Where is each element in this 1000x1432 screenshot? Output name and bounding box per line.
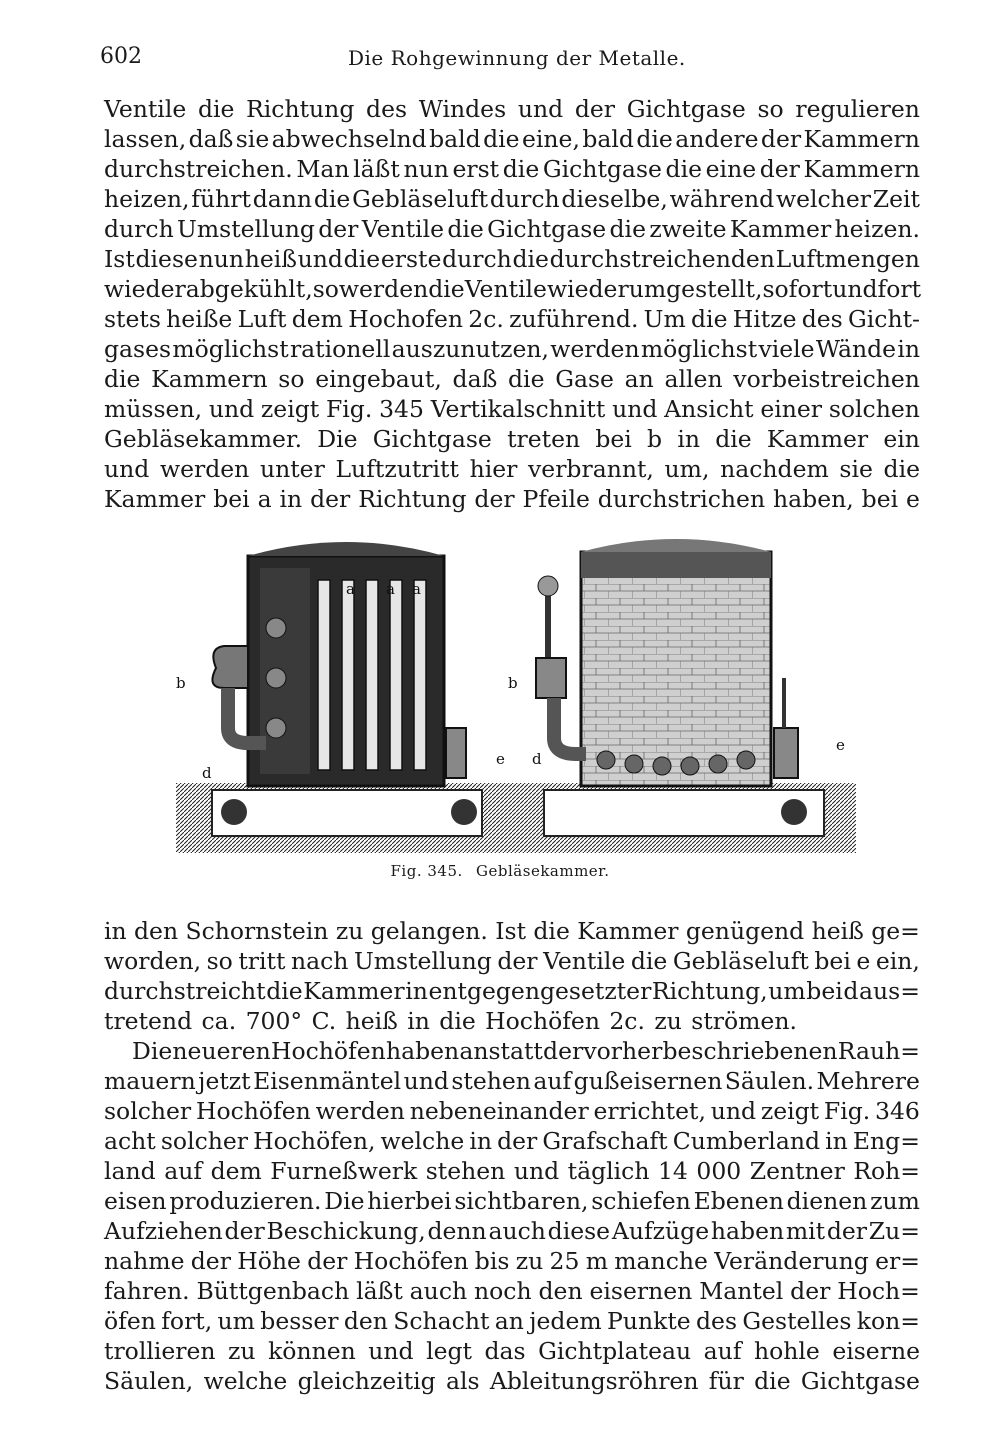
text-line: und werden unter Luftzutritt hier verbrannt, um, nachdem sie die [104,455,920,483]
text-line: worden, so tritt nach Umstellung der Ventile die Gebläseluft bei e ein, [104,947,920,975]
text-line: Säulen, welche gleichzeitig als Ableitungsröhren für die Gichtgase [104,1367,920,1395]
paragraph-bottom [104,916,920,1396]
paragraph-top [104,94,920,514]
label-a-2: a [386,580,395,598]
text-line: gases möglichst rationell auszunutzen, werden möglichst viele Wände in [104,335,920,363]
label-d-right: d [532,750,542,768]
running-title: Die Rohgewinnung der Metalle. [348,46,686,70]
text-line: trollieren zu können und legt das Gichtplateau auf hohle eiserne [104,1337,920,1365]
flue-right-bottom [781,799,807,825]
text-line: Ventile die Richtung des Windes und der Gichtgase so regulieren [104,95,920,123]
label-a-1: a [346,580,355,598]
text-line: acht solcher Hochöfen, welche in der Grafschaft Cumberland in Eng= [104,1127,920,1155]
text-line: wieder abgekühlt, so werden die Ventile wieder umgestellt, so fort und fort [104,275,922,303]
text-line: durch Umstellung der Ventile die Gichtgase die zweite Kammer heizen. [104,215,920,243]
text-line: müssen, und zeigt Fig. 345 Vertikalschnitt und Ansicht einer solchen [104,395,920,423]
figure-number: Fig. 345. [390,862,463,880]
flue-mid-bottom [451,799,477,825]
page-header [100,44,922,78]
text-line: Aufziehen der Beschickung, denn auch diese Aufzüge haben mit der Zu= [104,1217,920,1245]
text-line: Ist diese nun heiß und die erste durch die durchstreichenden Luftmengen [104,245,920,273]
text-line: land auf dem Furneßwerk stehen und täglich 14 000 Zentner Roh= [104,1157,920,1185]
text-line: lassen, daß sie abwechselnd bald die eine, bald die andere der Kammern [104,125,920,153]
text-line: tretend ca. 700° C. heiß in die Hochöfen 2c. zu strömen. [104,1007,797,1035]
text-line: mauern jetzt Eisenmäntel und stehen auf gußeisernen Säulen. Mehrere [104,1067,920,1095]
text-line: stets heiße Luft dem Hochofen 2c. zuführend. Um die Hitze des Gicht- [104,305,920,333]
text-line: durchstreicht die Kammer in entgegengesetzter Richtung, um bei d aus= [104,977,920,1005]
text-line: solcher Hochöfen werden nebeneinander errichtet, und zeigt Fig. 346 [104,1097,920,1125]
label-e-left: e [496,750,505,768]
text-line: Die neueren Hochöfen haben anstatt der vorher beschriebenen Rauh= [132,1037,920,1065]
text-line: die Kammern so eingebaut, daß die Gase an allen vorbeistreichen [104,365,920,393]
text-line: in den Schornstein zu gelangen. Ist die Kammer genügend heiß ge= [104,917,920,945]
text-line: Gebläsekammer. Die Gichtgase treten bei b in die Kammer ein [104,425,920,453]
label-a-3: a [412,580,421,598]
label-b-right: b [508,674,518,692]
text-line: nahme der Höhe der Hochöfen bis zu 25 m manche Veränderung er= [104,1247,920,1275]
chamber-exterior-right [536,539,798,786]
figure-blast-chamber-illustration [176,528,856,858]
text-line: öfen fort, um besser den Schacht an jedem Punkte des Gestelles kon= [104,1307,920,1335]
page-number: 602 [100,44,142,69]
text-line: eisen produzieren. Die hierbei sichtbaren, schiefen Ebenen dienen zum [104,1187,920,1215]
chamber-section-left [212,542,466,786]
text-line: durchstreichen. Man läßt nun erst die Gichtgase die eine der Kammern [104,155,920,183]
foundation-pit-left [212,790,482,836]
label-e-right: e [836,736,845,754]
flue-left-bottom [221,799,247,825]
label-d-left: d [202,764,212,782]
text-line: heizen, führt dann die Gebläseluft durch dieselbe, während welcher Zeit [104,185,920,213]
text-line: Kammer bei a in der Richtung der Pfeile durchstrichen haben, bei e [104,485,920,513]
figure-caption [0,862,1000,880]
text-line: fahren. Büttgenbach läßt auch noch den eisernen Mantel der Hoch= [104,1277,920,1305]
figure-title: Gebläsekammer. [476,862,610,880]
label-b-left: b [176,674,186,692]
